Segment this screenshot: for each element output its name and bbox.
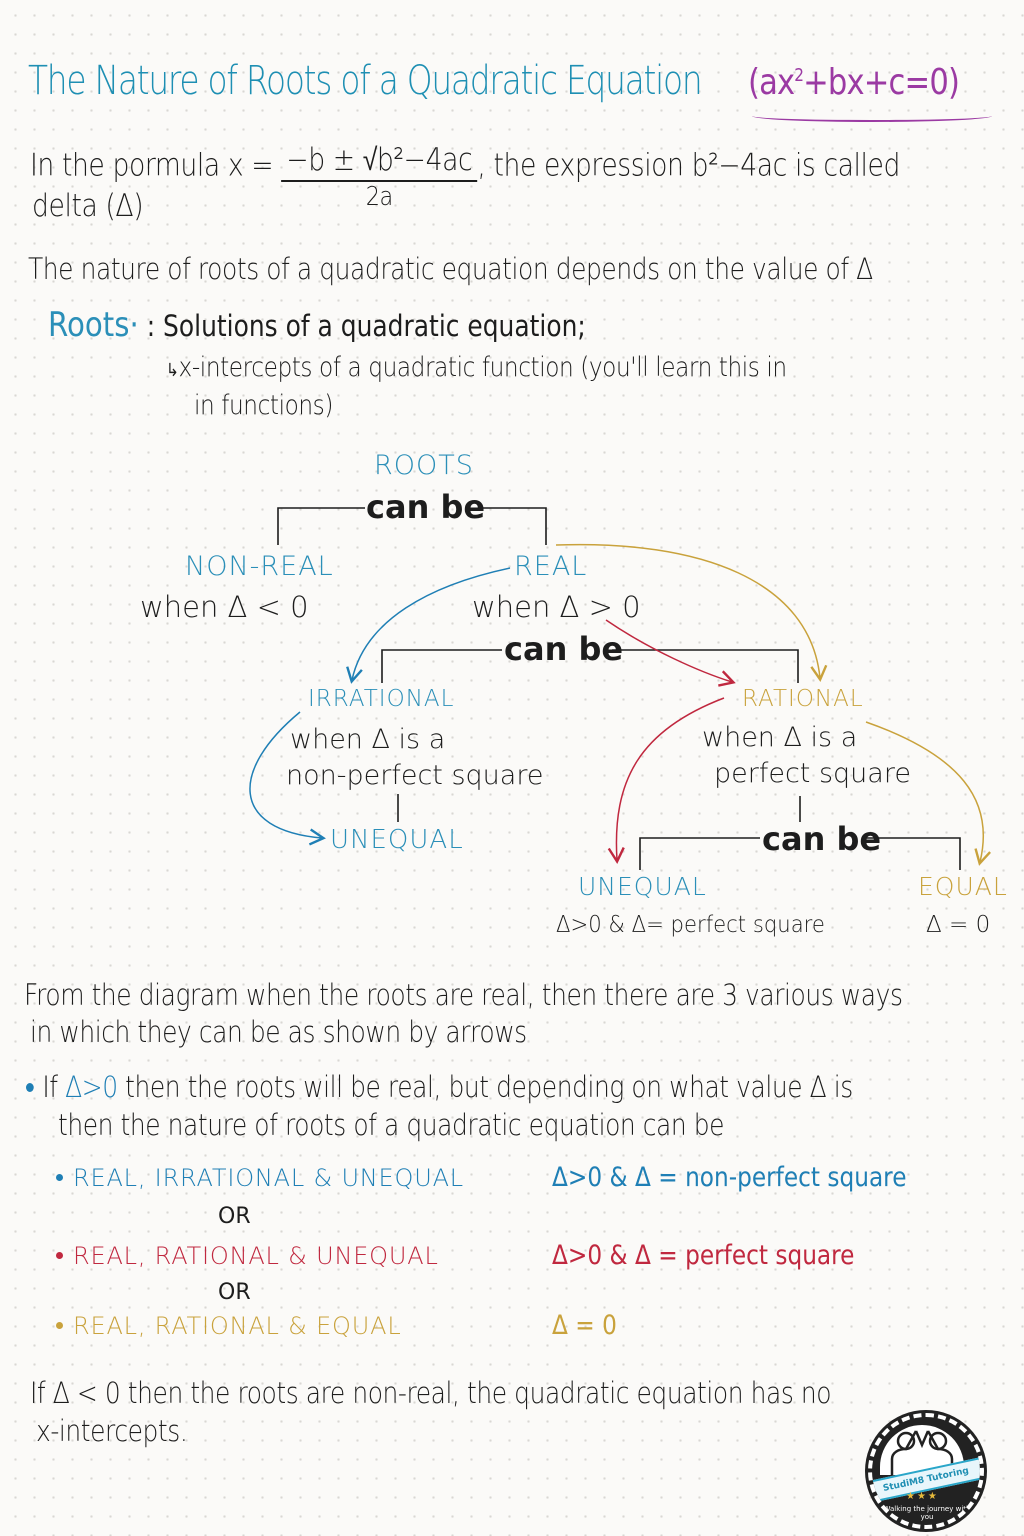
case-rational-equal [56, 1312, 402, 1340]
logo-tagline: Walking the journey with you [883, 1505, 971, 1521]
roots-definition [48, 305, 586, 345]
bullet-dot-icon [56, 1322, 63, 1329]
irrational-unequal-label: UNEQUAL [330, 825, 464, 855]
formula-prefix: In the pormula x = [30, 147, 274, 184]
irrational-condition-2: non-perfect square [286, 760, 544, 791]
rational-condition-1: when Δ is a [702, 722, 858, 753]
rational-condition-2: perfect square [714, 758, 911, 789]
roots-term: Roots· [48, 305, 139, 345]
roots-sub-line-1: x-intercepts of a quadratic function (you'll learn this in [178, 352, 787, 383]
roots-colon: : [146, 309, 156, 343]
equation-underline [752, 110, 992, 122]
bullet-delta-positive [26, 1070, 853, 1104]
studim8-logo [868, 1413, 984, 1529]
case-irrational-unequal [56, 1164, 464, 1192]
equation-exponent: 2 [794, 65, 804, 86]
roots-sub-line-2: in functions) [194, 390, 333, 421]
case-label: REAL, RATIONAL & UNEQUAL [73, 1242, 439, 1270]
irrational-condition-1: when Δ is a [290, 724, 446, 755]
page-title: The Nature of Roots of a Quadratic Equation [28, 58, 702, 104]
roots-definition-text: Solutions of a quadratic equation; [163, 309, 586, 343]
case-label: REAL, RATIONAL & EQUAL [73, 1312, 402, 1340]
case-rational-unequal-condition: Δ>0 & Δ = perfect square [552, 1240, 855, 1271]
hook-arrow-icon: ↳ [166, 360, 179, 381]
can-be-label-3: can be [762, 820, 882, 858]
star-icons: ★★★ [906, 1491, 939, 1502]
logo-name: StudiM8 Tutoring [868, 1457, 984, 1503]
summary-line-2: in which they can be as shown by arrows [30, 1015, 527, 1049]
conclusion-line-1: If Δ < 0 then the roots are non-real, the quadratic equation has no [30, 1376, 832, 1410]
conclusion-line-2: x-intercepts. [36, 1414, 188, 1448]
irrational-label: IRRATIONAL [308, 686, 455, 712]
case-irrational-condition: Δ>0 & Δ = non-perfect square [552, 1162, 907, 1193]
roots-sub-definition [166, 352, 787, 383]
general-equation [748, 62, 959, 103]
formula-denominator: 2a [365, 182, 393, 212]
formula-suffix: , the expression b²−4ac is called [477, 147, 900, 184]
delta-definition: delta (Δ) [32, 188, 144, 224]
diagram-roots-label: ROOTS [374, 450, 474, 481]
case-rational-equal-condition: Δ = 0 [552, 1310, 617, 1341]
quadratic-formula [281, 142, 477, 212]
rational-label: RATIONAL [742, 686, 864, 712]
case-rational-unequal [56, 1242, 439, 1270]
can-be-label-1: can be [366, 488, 486, 526]
bullet-if: If [42, 1070, 58, 1104]
or-label-1: OR [218, 1204, 251, 1229]
equation-part: (ax [748, 62, 795, 103]
bullet-dot-icon [56, 1252, 63, 1259]
depends-statement: The nature of roots of a quadratic equation depends on the value of Δ [28, 252, 873, 286]
rational-unequal-condition: Δ>0 & Δ= perfect square [556, 912, 825, 938]
bullet-dot-icon [26, 1083, 34, 1092]
summary-line-1: From the diagram when the roots are real, then there are 3 various ways [24, 978, 903, 1012]
rational-equal-condition: Δ = 0 [926, 912, 991, 938]
real-condition: when Δ > 0 [472, 590, 641, 624]
rational-equal-label: EQUAL [918, 872, 1008, 901]
real-label: REAL [514, 551, 588, 582]
can-be-label-2: can be [504, 630, 624, 668]
formula-numerator: −b ± √b²−4ac [281, 142, 477, 182]
equation-part-rest: +bx+c=0) [803, 62, 960, 103]
rational-unequal-label: UNEQUAL [578, 872, 707, 901]
or-label-2: OR [218, 1280, 251, 1305]
non-real-condition: when Δ < 0 [140, 590, 309, 624]
case-label: REAL, IRRATIONAL & UNEQUAL [73, 1164, 464, 1192]
bullet-rest: then the roots will be real, but depending on what value Δ is [125, 1070, 853, 1104]
bullet-condition: Δ>0 [65, 1070, 118, 1104]
bullet-dot-icon [56, 1174, 63, 1181]
bullet-line-2: then the nature of roots of a quadratic equation can be [58, 1108, 725, 1142]
non-real-label: NON-REAL [185, 551, 334, 582]
